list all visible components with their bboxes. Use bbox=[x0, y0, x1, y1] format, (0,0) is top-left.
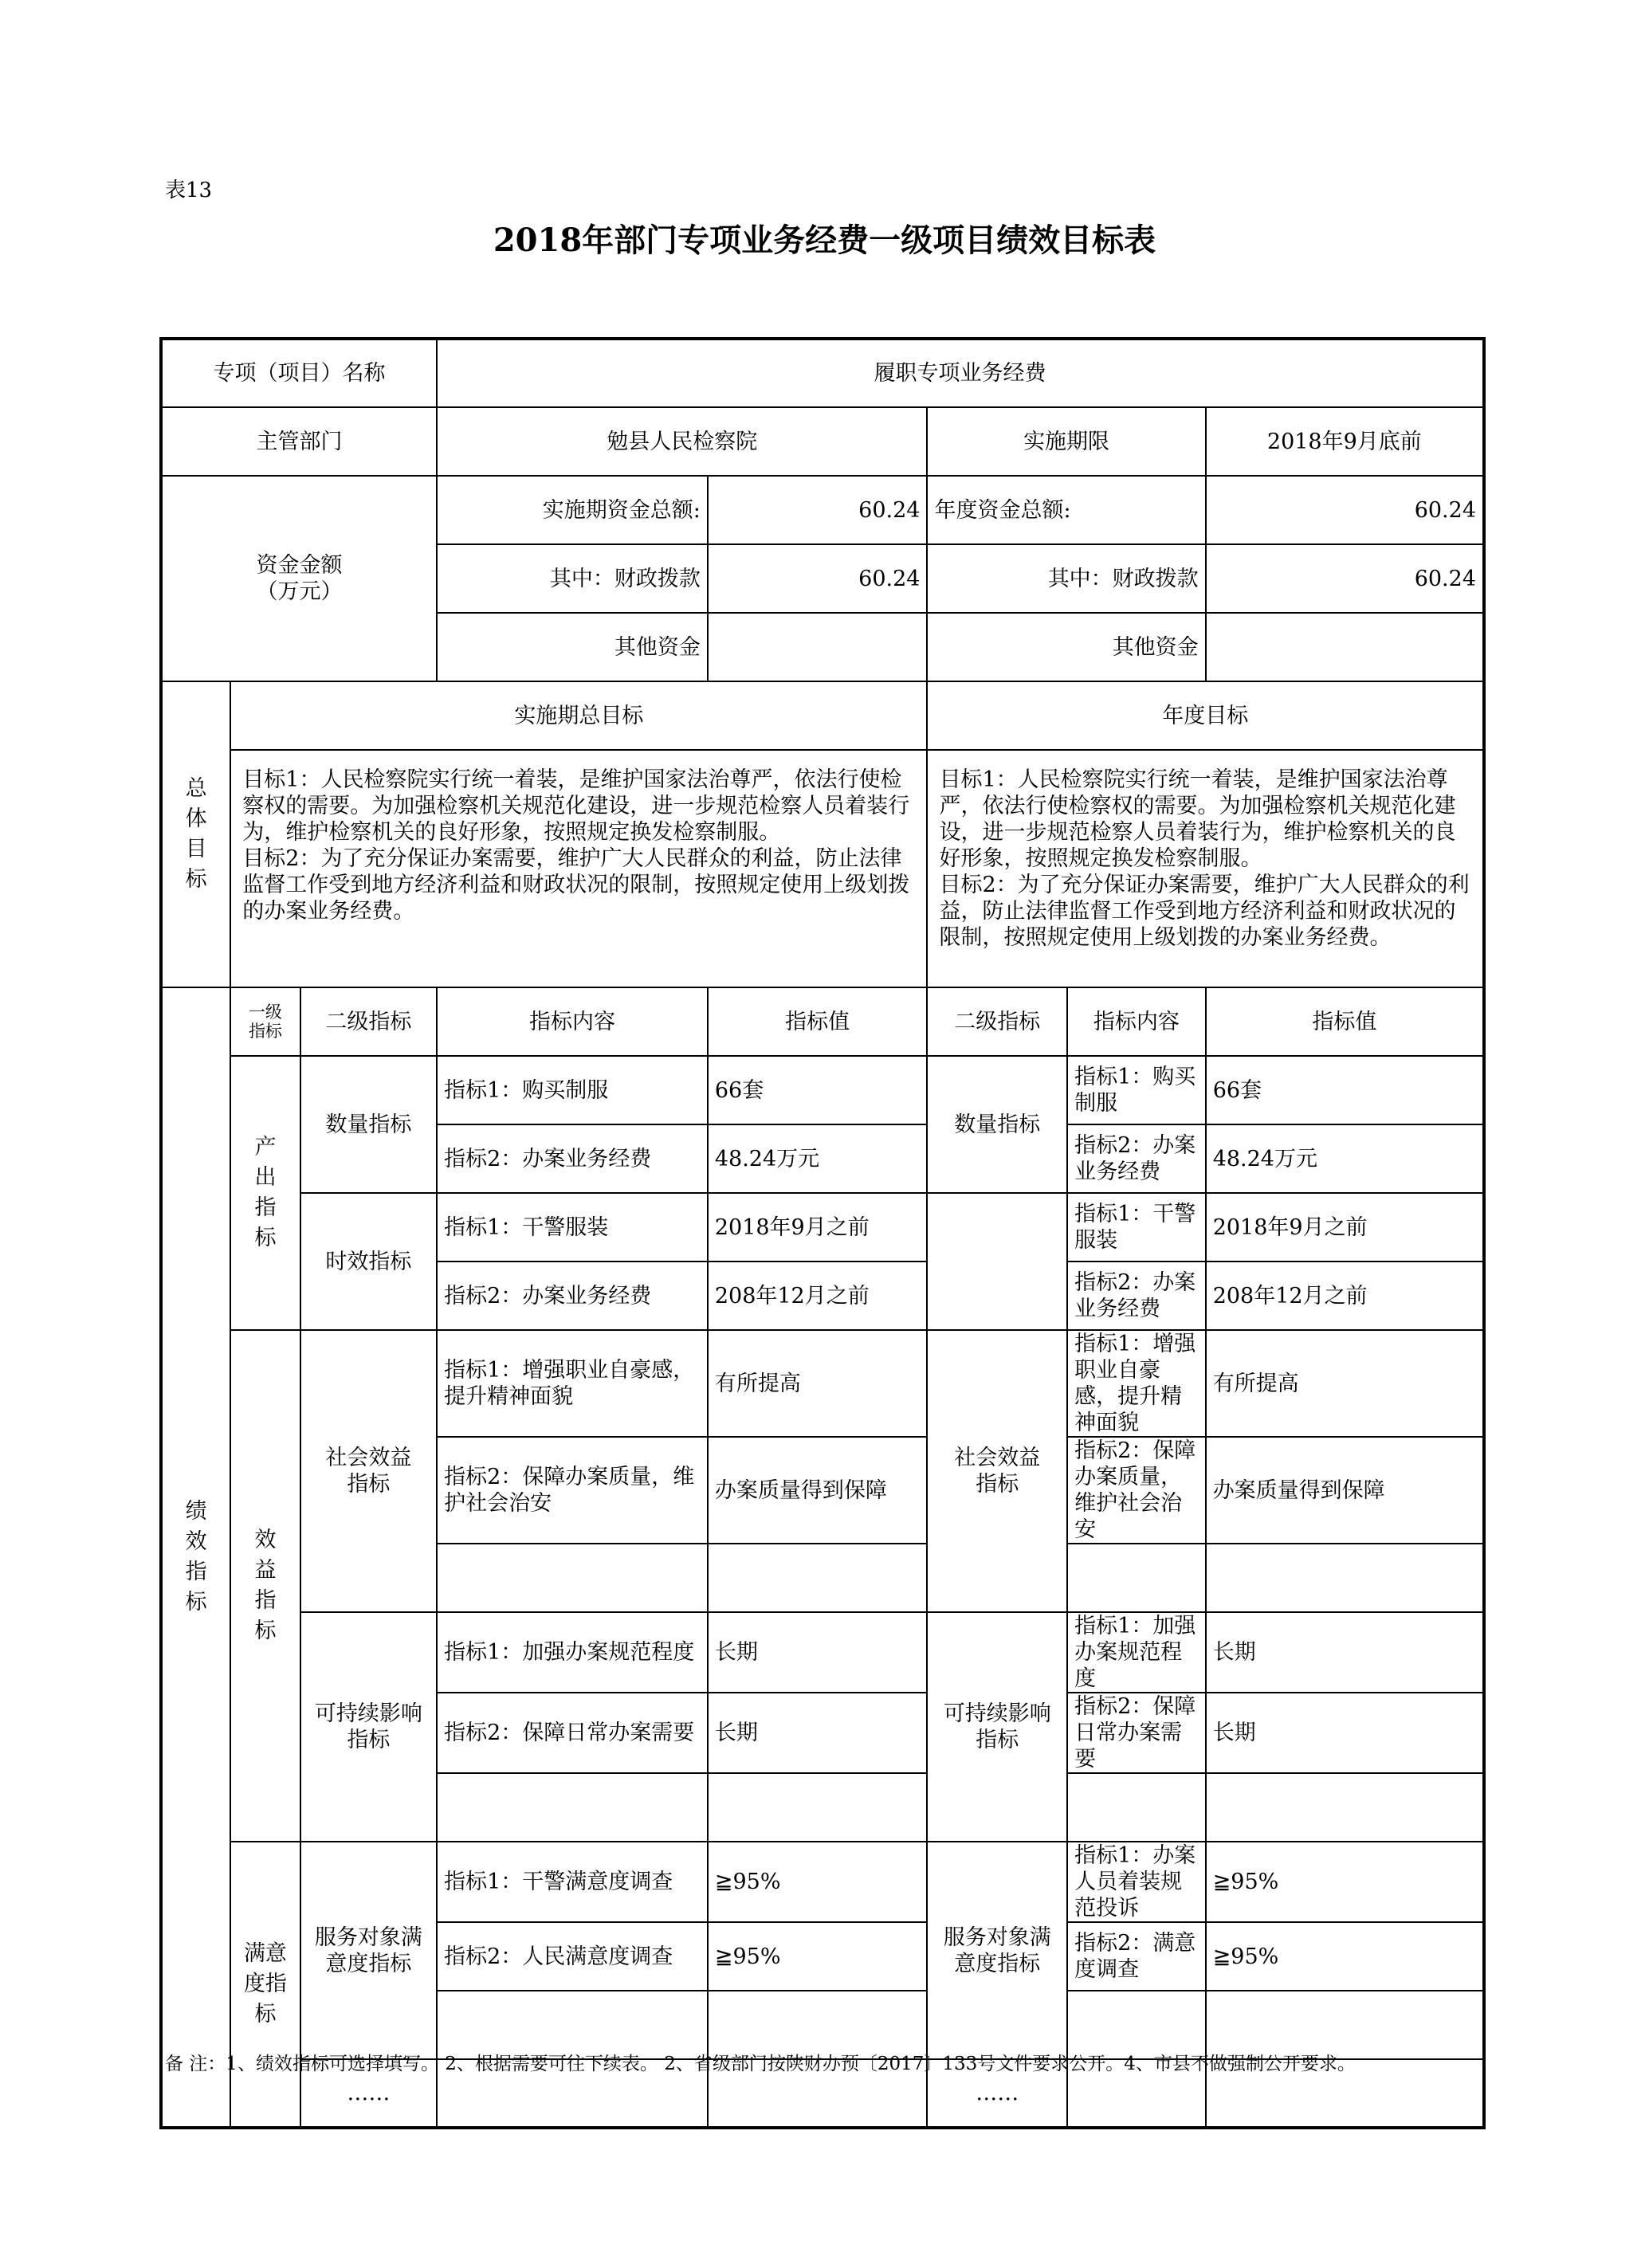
indicator-content: 指标1：加强办案规范程度 bbox=[1067, 1612, 1206, 1693]
indicator-value bbox=[708, 1773, 928, 1842]
indicator-value bbox=[1206, 1773, 1484, 1842]
indicator-content bbox=[437, 1544, 708, 1612]
output-indicator-label: 产出指标 bbox=[230, 1056, 300, 1330]
ellipsis-left: …… bbox=[300, 2059, 437, 2128]
indicator-content: 指标1：干警服装 bbox=[1067, 1193, 1206, 1262]
other-period-value bbox=[708, 613, 928, 681]
period-value: 2018年9月底前 bbox=[1206, 407, 1484, 476]
indicator-content: 指标2：办案业务经费 bbox=[437, 1124, 708, 1193]
level2-header-right: 二级指标 bbox=[927, 987, 1067, 1056]
level1-header: 一级指标 bbox=[230, 987, 300, 1056]
content-header-right: 指标内容 bbox=[1067, 987, 1206, 1056]
indicator-content: 指标2：保障日常办案需要 bbox=[437, 1693, 708, 1773]
indicator-value: 208年12月之前 bbox=[708, 1262, 928, 1330]
indicator-value: 办案质量得到保障 bbox=[1206, 1437, 1484, 1544]
department-label: 主管部门 bbox=[161, 407, 437, 476]
service-label-left: 服务对象满意度指标 bbox=[300, 1842, 437, 2059]
indicator-content: 指标2：办案业务经费 bbox=[437, 1262, 708, 1330]
indicator-value: ≧95% bbox=[708, 1922, 928, 1991]
indicator-content bbox=[1067, 1773, 1206, 1842]
indicator-value: ≧95% bbox=[1206, 1922, 1484, 1991]
benefit-indicator-label: 效益指标 bbox=[230, 1330, 300, 1842]
period-goal-header: 实施期总目标 bbox=[230, 681, 927, 750]
footnote: 备 注：1、绩效指标可选择填写。 2、根据需要可往下续表。 2、省级部门按陕财办预〔2017〕133号文件要求公开。4、市县不做强制公开要求。 bbox=[165, 2054, 1356, 2074]
overall-goal-label: 总体目标 bbox=[161, 681, 230, 987]
indicator-content: 指标1：购买制服 bbox=[437, 1056, 708, 1124]
quantity-label-left: 数量指标 bbox=[300, 1056, 437, 1193]
project-name-value: 履职专项业务经费 bbox=[437, 339, 1484, 407]
value-header-left: 指标值 bbox=[708, 987, 928, 1056]
annual-funds-value: 60.24 bbox=[1206, 476, 1484, 544]
indicator-value: 有所提高 bbox=[1206, 1330, 1484, 1437]
indicator-content: 指标2：满意度调查 bbox=[1067, 1922, 1206, 1991]
indicator-value: ≧95% bbox=[708, 1842, 928, 1922]
indicator-content: 指标1：增强职业自豪感，提升精神面貌 bbox=[437, 1330, 708, 1437]
project-name-label: 专项（项目）名称 bbox=[161, 339, 437, 407]
indicator-content bbox=[437, 1773, 708, 1842]
indicator-value: 2018年9月之前 bbox=[708, 1193, 928, 1262]
ellipsis-right: …… bbox=[927, 2059, 1067, 2128]
indicator-content: 指标2：保障办案质量，维护社会治安 bbox=[1067, 1437, 1206, 1544]
indicator-value: 66套 bbox=[708, 1056, 928, 1124]
indicator-value: 长期 bbox=[1206, 1612, 1484, 1693]
indicator-content: 指标1：加强办案规范程度 bbox=[437, 1612, 708, 1693]
total-funds-period-value: 60.24 bbox=[708, 476, 928, 544]
social-label-right: 社会效益指标 bbox=[927, 1330, 1067, 1612]
indicator-content: 指标1：增强职业自豪感，提升精神面貌 bbox=[1067, 1330, 1206, 1437]
indicator-value: 2018年9月之前 bbox=[1206, 1193, 1484, 1262]
fiscal-annual-label: 其中：财政拨款 bbox=[927, 544, 1205, 613]
indicator-value: 长期 bbox=[1206, 1693, 1484, 1773]
indicator-content: 指标1：办案人员着装规范投诉 bbox=[1067, 1842, 1206, 1922]
indicator-content: 指标2：办案业务经费 bbox=[1067, 1262, 1206, 1330]
indicator-content: 指标1：干警服装 bbox=[437, 1193, 708, 1262]
indicator-content: 指标2：办案业务经费 bbox=[1067, 1124, 1206, 1193]
annual-goal-header: 年度目标 bbox=[927, 681, 1484, 750]
indicator-value: 48.24万元 bbox=[1206, 1124, 1484, 1193]
table-tag: 表13 bbox=[165, 179, 213, 202]
indicator-value bbox=[708, 1544, 928, 1612]
indicator-content: 指标1：干警满意度调查 bbox=[437, 1842, 708, 1922]
sustain-label-left: 可持续影响指标 bbox=[300, 1612, 437, 1842]
performance-table bbox=[159, 337, 1486, 2129]
sustain-label-right: 可持续影响指标 bbox=[927, 1612, 1067, 1842]
performance-label: 绩效指标 bbox=[161, 987, 230, 2128]
other-annual-value bbox=[1206, 613, 1484, 681]
indicator-value: 长期 bbox=[708, 1612, 928, 1693]
fiscal-period-value: 60.24 bbox=[708, 544, 928, 613]
satisfaction-indicator-label: 满意度指标 bbox=[230, 1842, 300, 2128]
level2-header-left: 二级指标 bbox=[300, 987, 437, 1056]
department-value: 勉县人民检察院 bbox=[437, 407, 927, 476]
indicator-value: 208年12月之前 bbox=[1206, 1262, 1484, 1330]
indicator-value: 办案质量得到保障 bbox=[708, 1437, 928, 1544]
total-funds-period-label: 实施期资金总额: bbox=[437, 476, 708, 544]
indicator-content: 指标2：保障日常办案需要 bbox=[1067, 1693, 1206, 1773]
indicator-content: 指标2：保障办案质量，维护社会治安 bbox=[437, 1437, 708, 1544]
period-goal-text: 目标1：人民检察院实行统一着装，是维护国家法治尊严，依法行使检察权的需要。为加强检察机关规范化建设，进一步规范检察人员着装行为，维护检察机关的良好形象，按照规定换发检察制服。 目标2：为了充分保证办案需要，维护广大人民群众的利益，防止法律监督工作受到地方经济利益和财政状况的限制，按照规定使用上级划拨的办案业务经费。 bbox=[230, 750, 927, 987]
indicator-value: 48.24万元 bbox=[708, 1124, 928, 1193]
value-header-right: 指标值 bbox=[1206, 987, 1484, 1056]
indicator-content: 指标2：人民满意度调查 bbox=[437, 1922, 708, 1991]
quantity-label-right: 数量指标 bbox=[927, 1056, 1067, 1193]
funds-label: 资金金额 （万元） bbox=[161, 476, 437, 681]
indicator-value: 66套 bbox=[1206, 1056, 1484, 1124]
fiscal-annual-value: 60.24 bbox=[1206, 544, 1484, 613]
page-title: 2018年部门专项业务经费一级项目绩效目标表 bbox=[493, 222, 1156, 259]
service-label-right: 服务对象满意度指标 bbox=[927, 1842, 1067, 2059]
timeliness-label-right bbox=[927, 1193, 1067, 1330]
period-label: 实施期限 bbox=[927, 407, 1205, 476]
indicator-value bbox=[1206, 1544, 1484, 1612]
other-period-label: 其他资金 bbox=[437, 613, 708, 681]
indicator-value: 有所提高 bbox=[708, 1330, 928, 1437]
indicator-content: 指标1：购买制服 bbox=[1067, 1056, 1206, 1124]
fiscal-period-label: 其中：财政拨款 bbox=[437, 544, 708, 613]
social-label-left: 社会效益指标 bbox=[300, 1330, 437, 1612]
annual-goal-text: 目标1：人民检察院实行统一着装，是维护国家法治尊严，依法行使检察权的需要。为加强检察机关规范化建设，进一步规范检察人员着装行为，维护检察机关的良好形象，按照规定换发检察制服。 目标2：为了充分保证办案需要，维护广大人民群众的利益，防止法律监督工作受到地方经济利益和财政状况的限制，按照规定使用上级划拨的办案业务经费。 bbox=[927, 750, 1484, 987]
timeliness-label-left: 时效指标 bbox=[300, 1193, 437, 1330]
other-annual-label: 其他资金 bbox=[927, 613, 1205, 681]
indicator-content bbox=[1067, 1544, 1206, 1612]
content-header-left: 指标内容 bbox=[437, 987, 708, 1056]
indicator-value: ≧95% bbox=[1206, 1842, 1484, 1922]
annual-funds-label: 年度资金总额: bbox=[927, 476, 1205, 544]
indicator-value: 长期 bbox=[708, 1693, 928, 1773]
